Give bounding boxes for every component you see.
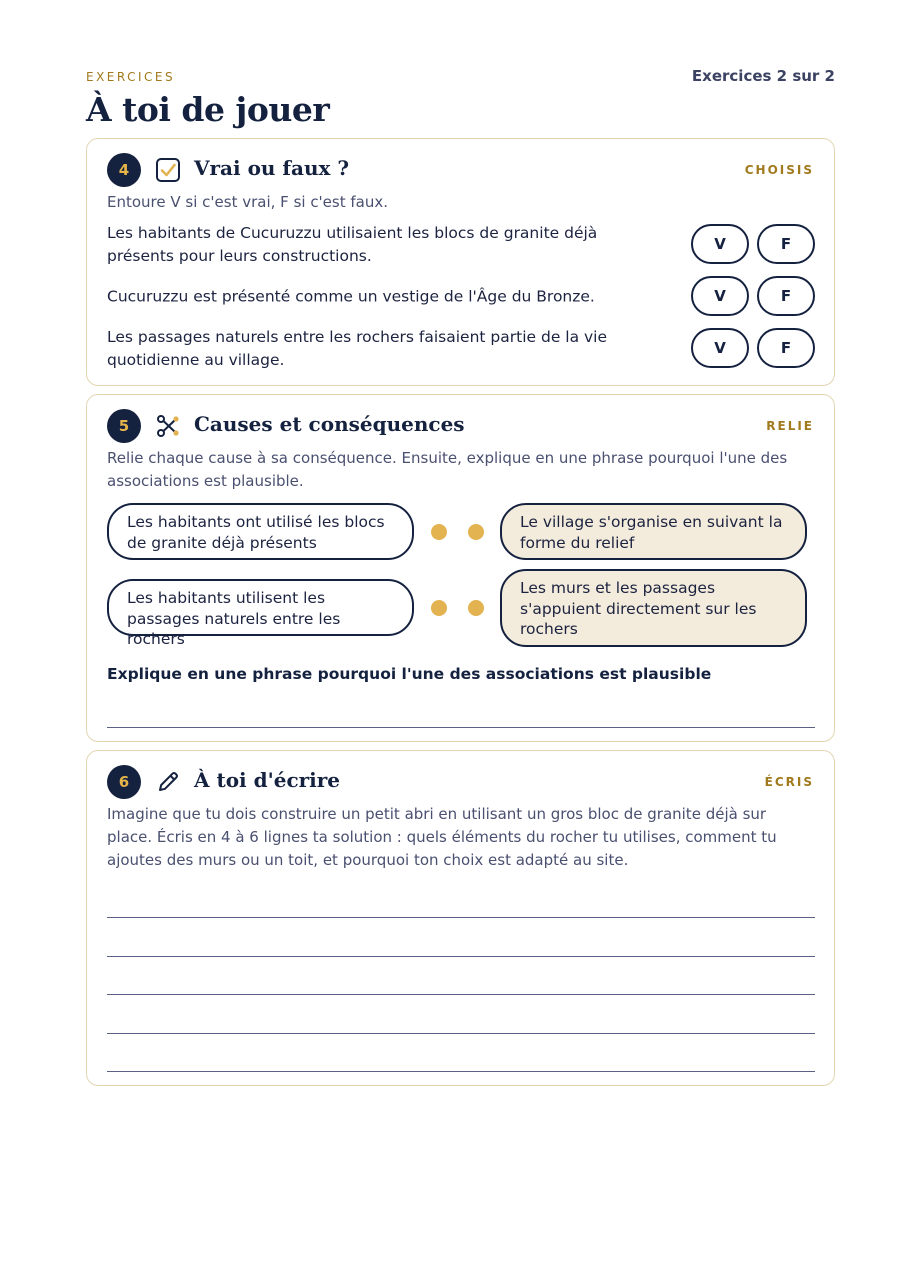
true-false-row bbox=[107, 276, 815, 318]
answer-line[interactable] bbox=[107, 1033, 815, 1034]
consequence-pill[interactable]: Le village s'organise en suivant la forme du relief bbox=[500, 503, 807, 560]
answer-line[interactable] bbox=[107, 1071, 815, 1072]
connector-dot[interactable] bbox=[468, 600, 484, 616]
statement-text: Cucuruzzu est présenté comme un vestige de l'Âge du Bronze. bbox=[107, 287, 595, 306]
false-button[interactable]: F bbox=[757, 224, 815, 264]
answer-line[interactable] bbox=[107, 917, 815, 918]
exercise-instruction: Entoure V si c'est vrai, F si c'est faux. bbox=[107, 193, 389, 211]
page-counter: Exercices 2 sur 2 bbox=[691, 67, 835, 85]
answer-line[interactable] bbox=[107, 994, 815, 995]
answer-line[interactable] bbox=[107, 727, 815, 728]
explain-label: Explique en une phrase pourquoi l'une des associations est plausible bbox=[107, 665, 712, 683]
exercise-title: Causes et conséquences bbox=[194, 412, 465, 436]
exercise-number-badge: 5 bbox=[107, 409, 141, 443]
cause-pill[interactable]: Les habitants ont utilisé les blocs de granite déjà présents bbox=[107, 503, 414, 560]
page-title: À toi de jouer bbox=[86, 90, 330, 129]
exercise-number-badge: 6 bbox=[107, 765, 141, 799]
cause-pill[interactable]: Les habitants utilisent les passages naturels entre les rochers bbox=[107, 579, 414, 636]
true-button[interactable]: V bbox=[691, 328, 749, 368]
statement-text: Les passages naturels entre les rochers faisaient partie de la vie quotidienne au village. bbox=[107, 328, 608, 369]
exercise-title: À toi d'écrire bbox=[194, 768, 341, 792]
exercise-instruction: Imagine que tu dois construire un petit abri en utilisant un gros bloc de granite déjà sur place. Écris en 4 à 6 lignes ta solution : quels éléments du rocher tu utilises, comment tu ajoutes des murs ou un toit, et pourquoi ton choix est adapté au site. bbox=[107, 805, 777, 869]
pencil-icon bbox=[155, 769, 181, 795]
exercise-tag: ÉCRIS bbox=[764, 775, 814, 789]
exercise-tag: RELIE bbox=[766, 419, 814, 433]
connector-dot[interactable] bbox=[468, 524, 484, 540]
true-button[interactable]: V bbox=[691, 276, 749, 316]
exercise-tag: CHOISIS bbox=[744, 163, 814, 177]
consequence-pill[interactable]: Les murs et les passages s'appuient directement sur les rochers bbox=[500, 569, 807, 647]
exercise-instruction: Relie chaque cause à sa conséquence. Ensuite, explique en une phrase pourquoi l'une des associations est plausible. bbox=[107, 449, 788, 490]
true-button[interactable]: V bbox=[691, 224, 749, 264]
exercise-true-false-card bbox=[86, 138, 835, 386]
statement-text: Les habitants de Cucuruzzu utilisaient les blocs de granite déjà présents pour leurs constructions. bbox=[107, 224, 598, 265]
answer-line[interactable] bbox=[107, 956, 815, 957]
false-button[interactable]: F bbox=[757, 276, 815, 316]
exercise-title: Vrai ou faux ? bbox=[194, 156, 350, 180]
false-button[interactable]: F bbox=[757, 328, 815, 368]
section-kicker: EXERCICES bbox=[86, 70, 176, 84]
checkbox-icon bbox=[155, 157, 181, 183]
exercise-matching-card bbox=[86, 394, 835, 742]
connect-icon bbox=[155, 413, 181, 439]
exercise-writing-card bbox=[86, 750, 835, 1086]
true-false-row bbox=[107, 328, 815, 370]
connector-dot[interactable] bbox=[431, 524, 447, 540]
true-false-row bbox=[107, 224, 815, 266]
exercise-number-badge: 4 bbox=[107, 153, 141, 187]
connector-dot[interactable] bbox=[431, 600, 447, 616]
